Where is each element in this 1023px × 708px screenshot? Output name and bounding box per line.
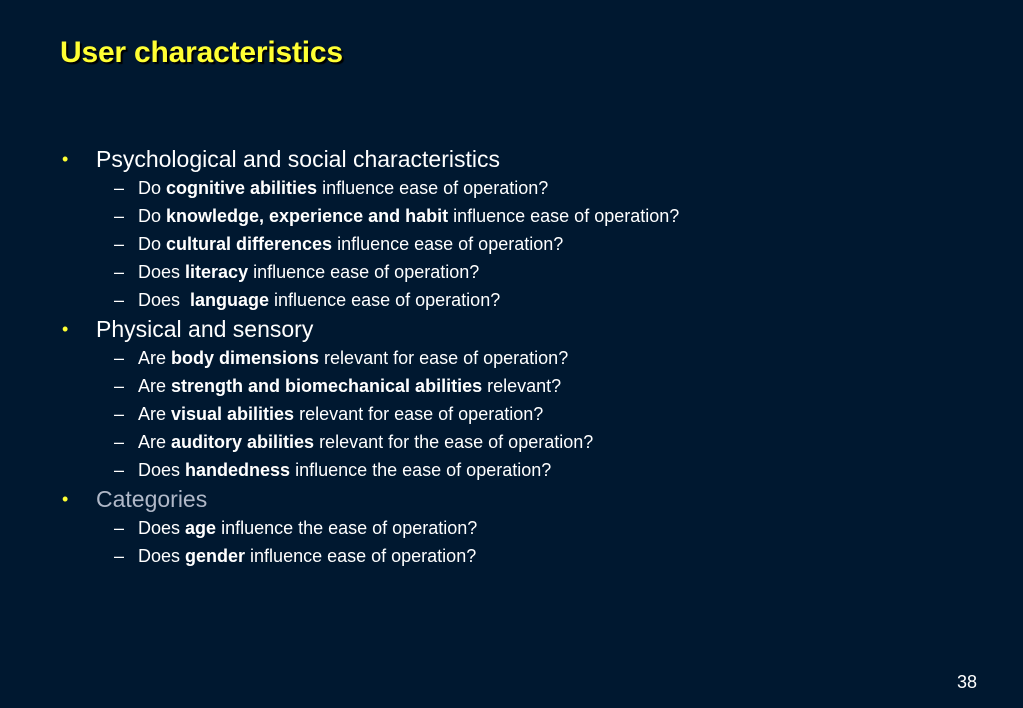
sub-item-suffix: influence ease of operation?: [248, 262, 480, 282]
bullet-dot-icon: •: [62, 319, 69, 339]
sub-item-visual-abilities: [60, 400, 1000, 428]
sub-item-gender: [60, 542, 1000, 570]
dash-icon: –: [114, 348, 125, 368]
sub-item-keyword: auditory abilities: [171, 432, 315, 452]
bullet-psychological-social: [60, 144, 1000, 174]
sub-item-auditory-abilities: [60, 428, 1000, 456]
sub-item-suffix: influence ease of operation?: [448, 206, 680, 226]
dash-icon: –: [114, 290, 125, 310]
page-number: 38: [956, 672, 977, 692]
sub-item-prefix: Are: [138, 404, 172, 424]
sub-item-keyword: visual abilities: [171, 404, 295, 424]
sub-item-keyword: cognitive abilities: [166, 178, 318, 198]
dash-icon: –: [114, 178, 125, 198]
sub-item-body-dimensions: [60, 344, 1000, 372]
sub-item-prefix: Does: [138, 518, 186, 538]
sub-item-keyword: knowledge, experience and habit: [166, 206, 449, 226]
sub-item-keyword: age: [185, 518, 217, 538]
dash-icon: –: [114, 404, 125, 424]
bullet-dot-icon: •: [62, 489, 69, 509]
bullet-dot-icon: •: [62, 149, 69, 169]
sub-item-handedness: [60, 456, 1000, 484]
sub-item-prefix: Do: [138, 206, 167, 226]
sub-item-keyword: literacy: [185, 262, 249, 282]
sub-item-language: [60, 286, 1000, 314]
slide-title: User characteristics: [60, 36, 343, 69]
sub-item-prefix: Do: [138, 234, 167, 254]
sub-item-literacy: [60, 258, 1000, 286]
bullet-label: Psychological and social characteristics: [96, 146, 500, 172]
sub-item-prefix: Are: [138, 348, 172, 368]
bullet-list: [60, 144, 1000, 570]
sub-item-keyword: strength and biomechanical abilities: [171, 376, 483, 396]
sub-item-suffix: influence the ease of operation?: [290, 460, 552, 480]
bullet-categories: [60, 484, 1000, 514]
sub-item-keyword: gender: [185, 546, 246, 566]
sub-item-suffix: influence ease of operation?: [269, 290, 501, 310]
dash-icon: –: [114, 460, 125, 480]
dash-icon: –: [114, 518, 125, 538]
sub-item-suffix: relevant for ease of operation?: [294, 404, 544, 424]
sub-item-suffix: relevant for the ease of operation?: [314, 432, 594, 452]
dash-icon: –: [114, 376, 125, 396]
sub-item-prefix: Does: [138, 262, 186, 282]
bullet-label: Physical and sensory: [96, 316, 314, 342]
sub-item-prefix: Do: [138, 178, 167, 198]
sub-item-suffix: influence the ease of operation?: [216, 518, 478, 538]
dash-icon: –: [114, 262, 125, 282]
sub-item-strength-biomechanical: [60, 372, 1000, 400]
dash-icon: –: [114, 206, 125, 226]
dash-icon: –: [114, 234, 125, 254]
sub-item-prefix: Are: [138, 432, 172, 452]
sub-item-age: [60, 514, 1000, 542]
sub-item-suffix: relevant for ease of operation?: [319, 348, 569, 368]
sub-item-keyword: handedness: [185, 460, 291, 480]
sub-item-keyword: cultural differences: [166, 234, 333, 254]
dash-icon: –: [114, 432, 125, 452]
sub-item-cognitive-abilities: [60, 174, 1000, 202]
sub-item-keyword: language: [190, 290, 270, 310]
dash-icon: –: [114, 546, 125, 566]
sub-item-suffix: influence ease of operation?: [317, 178, 549, 198]
sub-item-suffix: influence ease of operation?: [245, 546, 477, 566]
sub-item-prefix: Are: [138, 376, 172, 396]
bullet-label: Categories: [96, 486, 208, 512]
sub-item-knowledge-experience-habit: [60, 202, 1000, 230]
bullet-physical-sensory: [60, 314, 1000, 344]
sub-item-prefix: Does: [138, 290, 191, 310]
sub-item-prefix: Does: [138, 546, 186, 566]
sub-item-suffix: relevant?: [482, 376, 562, 396]
sub-item-keyword: body dimensions: [171, 348, 320, 368]
sub-item-suffix: influence ease of operation?: [332, 234, 564, 254]
sub-item-prefix: Does: [138, 460, 186, 480]
sub-item-cultural-differences: [60, 230, 1000, 258]
